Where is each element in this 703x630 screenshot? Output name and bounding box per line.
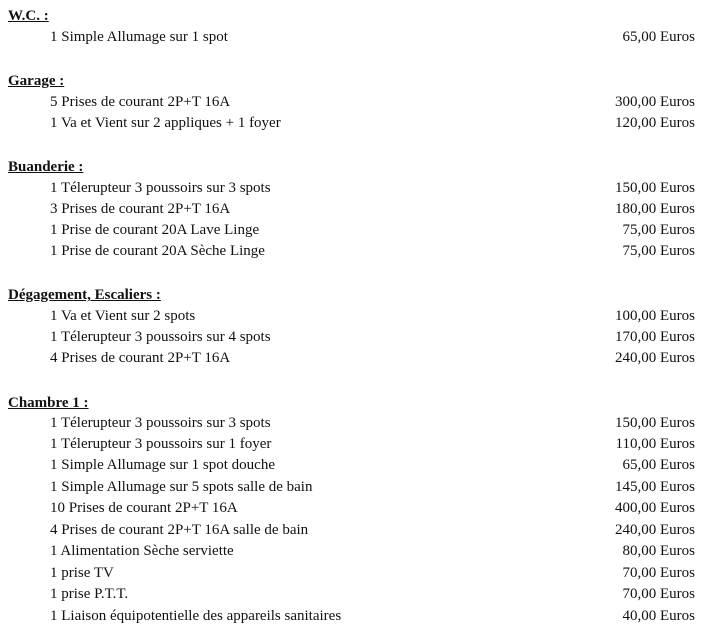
item-description: 4 Prises de courant 2P+T 16A salle de bain <box>50 522 309 538</box>
item-description: 1 Télerupteur 3 poussoirs sur 3 spots <box>50 180 271 196</box>
section-heading: W.C. : <box>8 8 49 24</box>
section-heading: Garage : <box>8 73 65 89</box>
line-item <box>0 434 703 455</box>
line-item <box>0 92 703 113</box>
item-description: 1 Télerupteur 3 poussoirs sur 1 foyer <box>50 436 272 452</box>
line-item <box>0 327 703 348</box>
item-description: 1 prise P.T.T. <box>50 586 129 602</box>
item-description: 3 Prises de courant 2P+T 16A <box>50 201 231 217</box>
line-item <box>0 27 703 48</box>
item-description: 1 Prise de courant 20A Lave Linge <box>50 222 260 238</box>
item-description: 1 Alimentation Sèche serviette <box>50 543 234 559</box>
item-price: 65,00 Euros <box>622 29 695 45</box>
item-price: 300,00 Euros <box>615 94 695 110</box>
item-description: 10 Prises de courant 2P+T 16A <box>50 500 238 516</box>
item-price: 70,00 Euros <box>622 565 695 581</box>
item-description: 1 Télerupteur 3 poussoirs sur 4 spots <box>50 329 271 345</box>
item-description: 1 Va et Vient sur 2 spots <box>50 308 196 324</box>
item-price: 100,00 Euros <box>615 308 695 324</box>
item-description: 1 Simple Allumage sur 5 spots salle de bain <box>50 479 313 495</box>
item-description: 1 Télerupteur 3 poussoirs sur 3 spots <box>50 415 271 431</box>
line-item <box>0 348 703 369</box>
item-description: 1 Simple Allumage sur 1 spot <box>50 29 228 45</box>
item-price: 240,00 Euros <box>615 522 695 538</box>
line-item <box>0 563 703 584</box>
line-item <box>0 220 703 241</box>
line-item <box>0 541 703 562</box>
item-price: 150,00 Euros <box>615 415 695 431</box>
line-item <box>0 498 703 519</box>
item-price: 150,00 Euros <box>615 180 695 196</box>
item-description: 1 Simple Allumage sur 1 spot douche <box>50 457 275 473</box>
section-heading: Chambre 1 : <box>8 395 89 411</box>
section-heading: Dégagement, Escaliers : <box>8 287 161 303</box>
item-price: 170,00 Euros <box>615 329 695 345</box>
section-heading: Buanderie : <box>8 159 84 175</box>
line-item <box>0 241 703 262</box>
item-price: 75,00 Euros <box>622 243 695 259</box>
item-price: 75,00 Euros <box>622 222 695 238</box>
item-description: 1 Va et Vient sur 2 appliques + 1 foyer <box>50 115 281 131</box>
item-price: 400,00 Euros <box>615 500 695 516</box>
item-price: 40,00 Euros <box>622 608 695 624</box>
item-price: 110,00 Euros <box>615 436 695 452</box>
line-item <box>0 306 703 327</box>
item-description: 1 prise TV <box>50 565 114 581</box>
line-item <box>0 413 703 434</box>
line-item <box>0 199 703 220</box>
line-item <box>0 584 703 605</box>
line-item <box>0 178 703 199</box>
line-item <box>0 520 703 541</box>
item-price: 70,00 Euros <box>622 586 695 602</box>
item-description: 4 Prises de courant 2P+T 16A <box>50 350 231 366</box>
line-item <box>0 606 703 627</box>
line-item <box>0 477 703 498</box>
line-item <box>0 455 703 476</box>
line-item <box>0 113 703 134</box>
item-description: 1 Prise de courant 20A Sèche Linge <box>50 243 265 259</box>
item-price: 65,00 Euros <box>622 457 695 473</box>
item-price: 145,00 Euros <box>615 479 695 495</box>
item-description: 5 Prises de courant 2P+T 16A <box>50 94 231 110</box>
item-description: 1 Liaison équipotentielle des appareils sanitaires <box>50 608 342 624</box>
item-price: 80,00 Euros <box>622 543 695 559</box>
item-price: 120,00 Euros <box>615 115 695 131</box>
item-price: 240,00 Euros <box>615 350 695 366</box>
item-price: 180,00 Euros <box>615 201 695 217</box>
